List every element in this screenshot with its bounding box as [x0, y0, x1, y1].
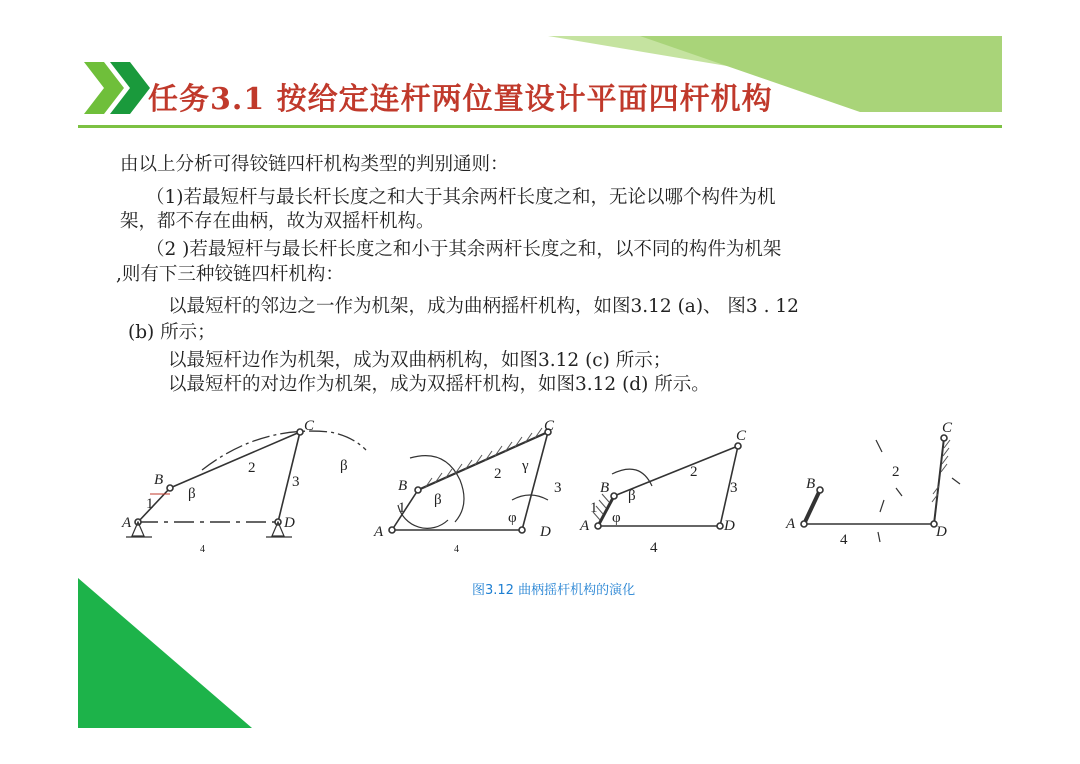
- fig-a-label-C: C: [304, 418, 315, 434]
- fig-a-label-A: A: [122, 515, 132, 531]
- fig-b-label-2: 2: [494, 466, 502, 482]
- fig-a-label-2: 2: [248, 460, 256, 476]
- text-line-3: 架，都不存在曲柄，故为双摇杆机构。: [120, 211, 435, 232]
- fig-c-label-C: C: [736, 428, 747, 444]
- fig-b-gamma: γ: [522, 458, 529, 474]
- text-line-1: 由以上分析可得铰链四杆机构类型的判别通则：: [120, 154, 509, 175]
- fig-a-label-1: 1: [146, 496, 154, 512]
- fig-b-label-1: 1: [398, 500, 406, 516]
- fig-d-label-C: C: [942, 420, 953, 436]
- text-line-8: 以最短杆边作为机架，成为双曲柄机构，如图3.12 (c) 所示；: [168, 350, 672, 371]
- figure-caption: 图3.12 曲柄摇杆机构的演化: [472, 583, 636, 598]
- figure-b: [389, 428, 551, 533]
- text-line-4: （2 )若最短杆与最长杆长度之和小于其余两杆长度之和，以不同的构件为机架: [146, 239, 782, 260]
- fig-d-label-D: D: [936, 524, 947, 540]
- fig-c-label-1: 1: [590, 500, 598, 516]
- fig-b-phi: φ: [508, 510, 517, 526]
- fig-b-beta: β: [434, 492, 442, 508]
- text-line-2: （1)若最短杆与最长杆长度之和大于其余两杆长度之和，无论以哪个构件为机: [146, 187, 776, 208]
- fig-c-label-B: B: [600, 480, 610, 496]
- text-line-6: 以最短杆的邻边之一作为机架，成为曲柄摇杆机构，如图3.12 (a)、 图3 . 12: [168, 296, 799, 317]
- text-line-7: (b) 所示；: [128, 322, 216, 343]
- fig-b-label-C: C: [544, 418, 555, 434]
- fig-a-beta-1: β: [188, 486, 196, 502]
- fig-c-phi: φ: [612, 510, 621, 526]
- fig-d-label-B: B: [806, 476, 816, 492]
- fig-a-label-B: B: [154, 472, 164, 488]
- fig-b-label-4: 4: [454, 544, 459, 555]
- fig-c-label-4: 4: [650, 540, 658, 556]
- fig-c-beta: β: [628, 488, 636, 504]
- text-line-5: ,则有下三种铰链四杆机构：: [116, 264, 344, 285]
- fig-c-label-2: 2: [690, 464, 698, 480]
- fig-c-label-A: A: [580, 518, 590, 534]
- fig-c-label-D: D: [724, 518, 735, 534]
- text-line-9: 以最短杆的对边作为机架，成为双摇杆机构，如图3.12 (d) 所示。: [168, 374, 710, 395]
- fig-a-beta-2: β: [340, 458, 348, 474]
- fig-a-label-4: 4: [200, 544, 205, 555]
- fig-a-label-3: 3: [292, 474, 300, 490]
- fig-b-label-A: A: [374, 524, 384, 540]
- fig-d-label-A: A: [786, 516, 796, 532]
- fig-a-label-D: D: [284, 515, 295, 531]
- fig-b-label-D: D: [540, 524, 551, 540]
- slide-title: 任务3.1 按给定连杆两位置设计平面四杆机构: [148, 82, 773, 117]
- fig-d-label-4: 4: [840, 532, 848, 548]
- fig-d-label-2: 2: [892, 464, 900, 480]
- fig-c-label-3: 3: [730, 480, 738, 496]
- fig-b-label-B: B: [398, 478, 408, 494]
- fig-b-label-3: 3: [554, 480, 562, 496]
